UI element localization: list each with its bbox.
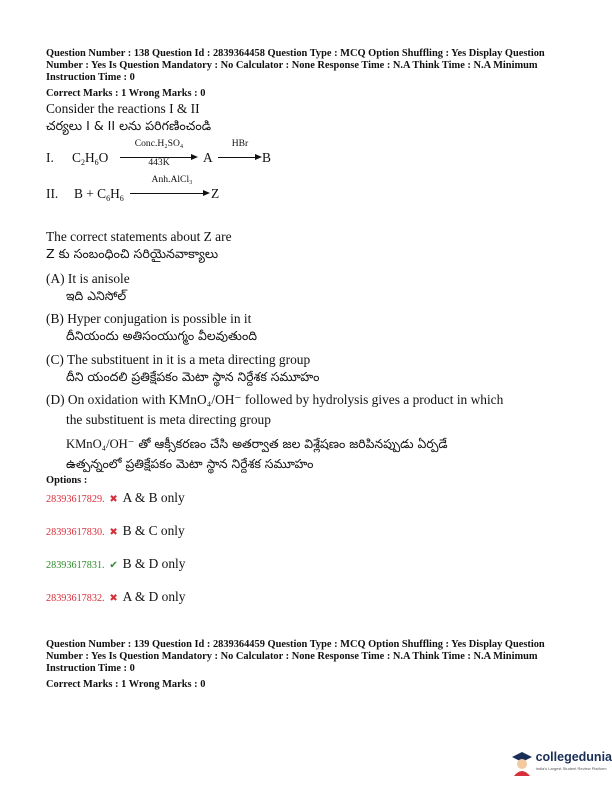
choice-1[interactable]: [46, 489, 185, 507]
q139-meta-line3: Instruction Time : 0: [46, 663, 135, 674]
q139-meta-line1: Question Number : 139 Question Id : 2839364459 Question Type : MCQ Option Shuffling : Yes Display Question: [46, 639, 545, 650]
reaction-2-product-z: Z: [211, 186, 220, 201]
statement-d-en-line2: the substituent is meta directing group: [66, 412, 271, 427]
check-icon: ✔: [109, 560, 118, 571]
statement-d-te-line2: ఉత్పన్నంలో ప్రతిక్షేపకం మెటా స్థాన నిర్దేశక సమూహం: [66, 456, 314, 471]
graduate-icon: [511, 750, 533, 776]
choice-3-text: B & D only: [122, 556, 186, 571]
statement-d-en-line1: (D) On oxidation with KMnO₄/OH⁻ followed by hydrolysis gives a product in which: [46, 392, 504, 407]
kmno4-formula: KMnO₄/OH⁻: [168, 392, 242, 407]
reaction-2-reactants: $B + C_6H_6$: [74, 186, 124, 203]
options-label: Options :: [46, 475, 88, 486]
q138-marks: Correct Marks : 1 Wrong Marks : 0: [46, 88, 206, 99]
q138-meta-line3: Instruction Time : 0: [46, 72, 135, 83]
q139-meta-line2: Number : Yes Is Question Mandatory : No Calculator : None Response Time : N.A Think Time : N.A Minimum: [46, 651, 538, 662]
reaction-2-number: II.: [46, 186, 59, 201]
statements-te: Z కు సంబంధించి సరియైనవాక్యాలు: [46, 246, 219, 261]
wrong-icon: ✖: [109, 494, 118, 505]
statement-a-en: (A) It is anisole: [46, 271, 130, 286]
choice-1-id: 28393617829.: [46, 494, 105, 505]
reaction-1-product-a: A: [203, 150, 213, 165]
statement-d-te-line1: KMnO₄/OH⁻ తో ఆక్సీకరణం చేసి అతర్వాత జల విశ్లేషణం జరిపినప్పుడు ఏర్పడే: [66, 436, 448, 451]
q138-stem-te: చర్యలు I & II లను పరిగణించండి: [46, 118, 212, 133]
logo-tagline: India's Largest Student Review Platform: [535, 766, 607, 771]
choice-4[interactable]: [46, 588, 185, 606]
reaction-1-number: I.: [46, 150, 54, 165]
logo-brand: collegedunia: [535, 750, 612, 764]
reaction-1-arrow-1: [120, 138, 198, 168]
choice-3[interactable]: [46, 555, 185, 573]
choice-2-text: B & C only: [122, 523, 185, 538]
choice-3-id: 28393617831.: [46, 560, 105, 571]
choice-2-id: 28393617830.: [46, 527, 105, 538]
reaction-2-arrow: [130, 174, 214, 185]
choice-4-text: A & D only: [122, 589, 186, 604]
q138-stem-en: Consider the reactions I & II: [46, 101, 200, 116]
reaction-1-arrow-1-reagent: Conc.H₂SO₄: [134, 138, 184, 149]
choice-1-text: A & B only: [122, 490, 185, 505]
statement-a-te: ఇది ఎనిసోల్: [66, 288, 127, 303]
statement-b-en: (B) Hyper conjugation is possible in it: [46, 311, 252, 326]
statement-c-en: (C) The substituent in it is a meta directing group: [46, 352, 311, 367]
collegedunia-logo: [511, 750, 612, 776]
q138-meta-line2: Number : Yes Is Question Mandatory : No Calculator : None Response Time : N.A Think Time : N.A Minimum: [46, 60, 538, 71]
reaction-1-arrow-1-condition: 443K: [148, 157, 170, 168]
choice-4-id: 28393617832.: [46, 593, 105, 604]
q138-meta-line1: Question Number : 138 Question Id : 2839364458 Question Type : MCQ Option Shuffling : Yes Display Question: [46, 48, 545, 59]
statement-c-te: దీని యందలి ప్రతిక్షేపకం మెటా స్థాన నిర్దేశక సమూహం: [66, 369, 320, 384]
reaction-1-arrow-2-reagent: HBr: [231, 138, 249, 149]
reaction-1-arrow-2: [218, 138, 262, 149]
statements-en: The correct statements about Z are: [46, 229, 232, 244]
reaction-1-reactant: $C_2H_6O$: [72, 150, 109, 167]
q139-marks: Correct Marks : 1 Wrong Marks : 0: [46, 679, 206, 690]
statement-b-te: దీనియందు అతిసంయుగ్మం వీలవుతుంది: [66, 328, 257, 343]
wrong-icon: ✖: [109, 527, 118, 538]
wrong-icon: ✖: [109, 593, 118, 604]
reaction-2-arrow-reagent: Anh.AlCl₃: [151, 174, 193, 185]
choice-2[interactable]: [46, 522, 185, 540]
reaction-1-product-b: B: [262, 150, 271, 165]
